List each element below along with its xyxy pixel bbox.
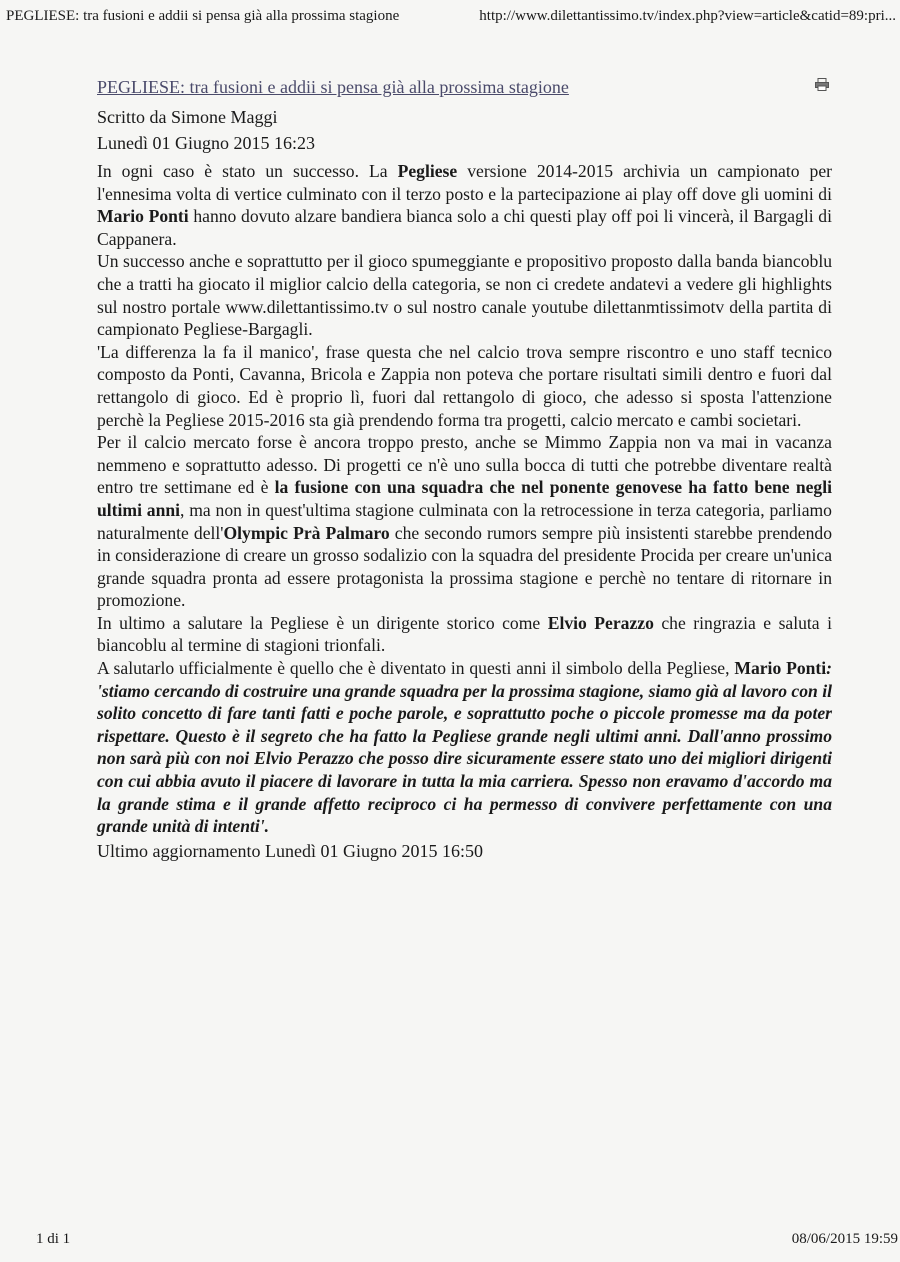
article-date: Lunedì 01 Giugno 2015 16:23 <box>97 133 315 153</box>
article-author: Scritto da Simone Maggi <box>97 107 278 127</box>
paragraph-1: In ogni caso è stato un successo. La Pegliese versione 2014-2015 archivia un campionato per l'ennesima volta di vertice culminato con il terzo posto e la partecipazione ai play off dove gli uomini di Mario Ponti hanno dovuto alzare bandiera bianca solo a chi questi play off poi li vincerà, il Bargagli di Cappanera. <box>97 161 832 249</box>
last-updated: Ultimo aggiornamento Lunedì 01 Giugno 2015 16:50 <box>97 841 483 861</box>
article-body <box>97 160 832 838</box>
printer-icon[interactable] <box>815 78 829 91</box>
article-title-link[interactable]: PEGLIESE: tra fusioni e addii si pensa già alla prossima stagione <box>97 77 569 97</box>
paragraph-6-quote: A salutarlo ufficialmente è quello che è diventato in questi anni il simbolo della Pegliese, Mario Ponti: 'stiamo cercando di costruire una grande squadra per la prossima stagione, siamo già al lavoro con il solito concetto di fare tanti fatti e poche parole, e soprattutto poche o piccole promesse ma da poter rispettare. Questo è il segreto che ha fatto la Pegliese grande negli ultimi anni. Dall'anno prossimo non sarà più con noi Elvio Perazzo che posso dire sicuramente essere stato uno dei migliori dirigenti con cui abbia avuto il piacere di lavorare in tutta la mia carriera. Spesso non eravamo d'accordo ma la grande stima e il grande affetto reciproco ci ha permesso di convivere perfettamente con una grande unità di intenti'. <box>97 658 833 837</box>
paragraph-3: 'La differenza la fa il manico', frase questa che nel calcio trova sempre riscontro e uno staff tecnico composto da Ponti, Cavanna, Bricola e Zappia non poteva che portare risultati simili dentro e fuori dal rettangolo di gioco. Ed è proprio lì, fuori dal rettangolo di gioco, che adesso si sposta l'attenzione perchè la Pegliese 2015-2016 sta già prendendo forma tra progetti, calcio mercato e cambi societari. <box>97 341 832 430</box>
paragraph-2: Un successo anche e soprattutto per il gioco spumeggiante e propositivo proposto dalla banda biancoblu che a tratti ha giocato il miglior calcio della categoria, se non ci credete andatevi a vedere gli highlights sul nostro portale www.dilettantissimo.tv o sul nostro canale youtube dilettanmtissimotv della partita di campionato Pegliese-Bargagli. <box>97 251 832 340</box>
paragraph-4: Per il calcio mercato forse è ancora troppo presto, anche se Mimmo Zappia non va mai in vacanza nemmeno e soprattutto adesso. Di progetti ce n'è uno sulla bocca di tutti che potrebbe diventare realtà entro tre settimane ed è la fusione con una squadra che nel ponente genovese ha fatto bene negli ultimi anni, ma non in quest'ultima stagione culminata con la retrocessione in terza categoria, parliamo naturalmente dell'Olympic Prà Palmaro che secondo rumors sempre più insistenti starebbe prendendo in considerazione di creare un grosso sodalizio con la squadra del presidente Procida per creare un'unica grande squadra pronta ad essere protagonista la prossima stagione e perchè no tentare di ritornare in promozione. <box>97 432 832 611</box>
page-footer-pagination: 1 di 1 <box>36 1231 71 1247</box>
page-footer-timestamp: 08/06/2015 19:59 <box>791 1231 898 1247</box>
page-header-url: http://www.dilettantissimo.tv/index.php?view=article&catid=89:pri... <box>479 8 896 24</box>
paragraph-5: In ultimo a salutare la Pegliese è un dirigente storico come Elvio Perazzo che ringrazia e saluta i biancoblu al termine di stagioni trionfali. <box>97 612 832 656</box>
page-header-title: PEGLIESE: tra fusioni e addii si pensa già alla prossima stagione <box>6 8 400 24</box>
